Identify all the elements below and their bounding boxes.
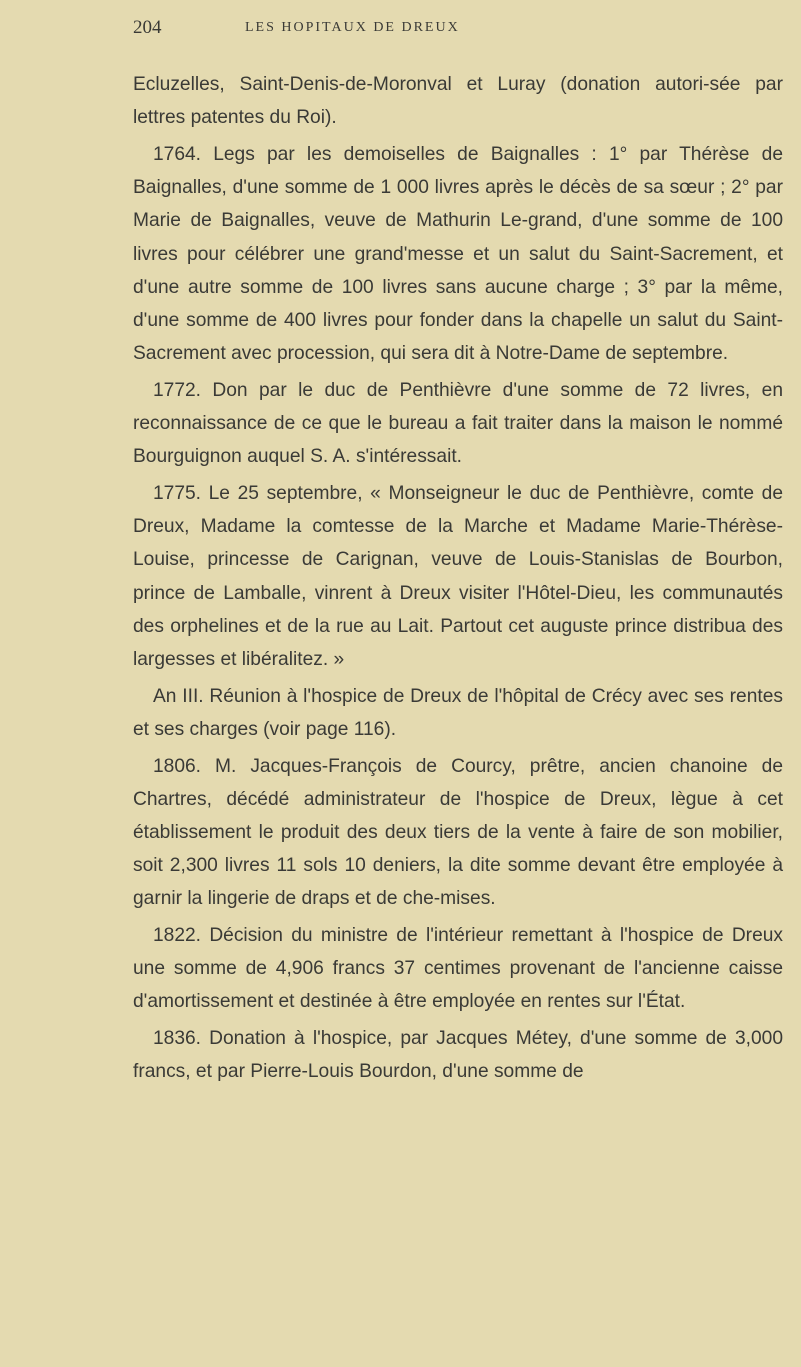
paragraph-1772: 1772. Don par le duc de Penthièvre d'une somme de 72 livres, en reconnaissance de ce que le bureau a fait traiter dans la maison le nommé Bourguignon auquel S. A. s'intéressait. (133, 379, 783, 468)
paragraph-1822: 1822. Décision du ministre de l'intérieur remettant à l'hospice de Dreux une somme de 4,906 francs 37 centimes provenant de l'ancienne caisse d'amortissement et destinée à être employée en rentes sur l'État. (133, 925, 783, 1013)
page-number: 204 (133, 17, 162, 38)
paragraph-1775: 1775. Le 25 septembre, « Monseigneur le duc de Penthièvre, comte de Dreux, Madame la comtesse de la Marche et Madame Marie-Thérèse-Louise, princesse de Carignan, veuve de Louis-Stanislas de Bourbon, prince de Lamballe, vinrent à Dreux visiter l'Hôtel-Dieu, les communautés des orphelines et de la rue au Lait. Partout cet auguste prince distribua des largesses et libéralitez. » (133, 482, 783, 670)
paragraph-an-iii: An III. Réunion à l'hospice de Dreux de l'hôpital de Crécy avec ses rentes et ses charges (voir page 116). (133, 685, 783, 740)
paragraph-1836: 1836. Donation à l'hospice, par Jacques Métey, d'une somme de 3,000 francs, et par Pierre-Louis Bourdon, d'une somme de (133, 1028, 783, 1083)
paragraph-continuation: Ecluzelles, Saint-Denis-de-Moronval et Luray (donation autori-sée par lettres patentes du Roi). (133, 74, 783, 129)
paragraph-1764: 1764. Legs par les demoiselles de Baignalles : 1° par Thérèse de Baignalles, d'une somme de 1 000 livres après le décès de sa sœur ; 2° par Marie de Baignalles, veuve de Mathurin Le-grand, d'une somme de 100 livres pour célébrer une grand'messe et un salut du Saint-Sacrement, et d'une autre somme de 100 livres sans aucune charge ; 3° par la même, d'une somme de 400 livres pour fonder dans la chapelle un salut du Saint-Sacrement avec procession, qui sera dit à Notre-Dame de septembre. (133, 143, 783, 365)
page-body (133, 68, 783, 1092)
page-header (133, 17, 783, 43)
running-title: LES HOPITAUX DE DREUX (245, 20, 460, 35)
paragraph-1806: 1806. M. Jacques-François de Courcy, prêtre, ancien chanoine de Chartres, décédé administrateur de l'hospice de Dreux, lègue à cet établissement le produit des deux tiers de la vente à faire de son mobilier, soit 2,300 livres 11 sols 10 deniers, la dite somme devant être employée à garnir la lingerie de draps et de che-mises. (133, 755, 783, 910)
